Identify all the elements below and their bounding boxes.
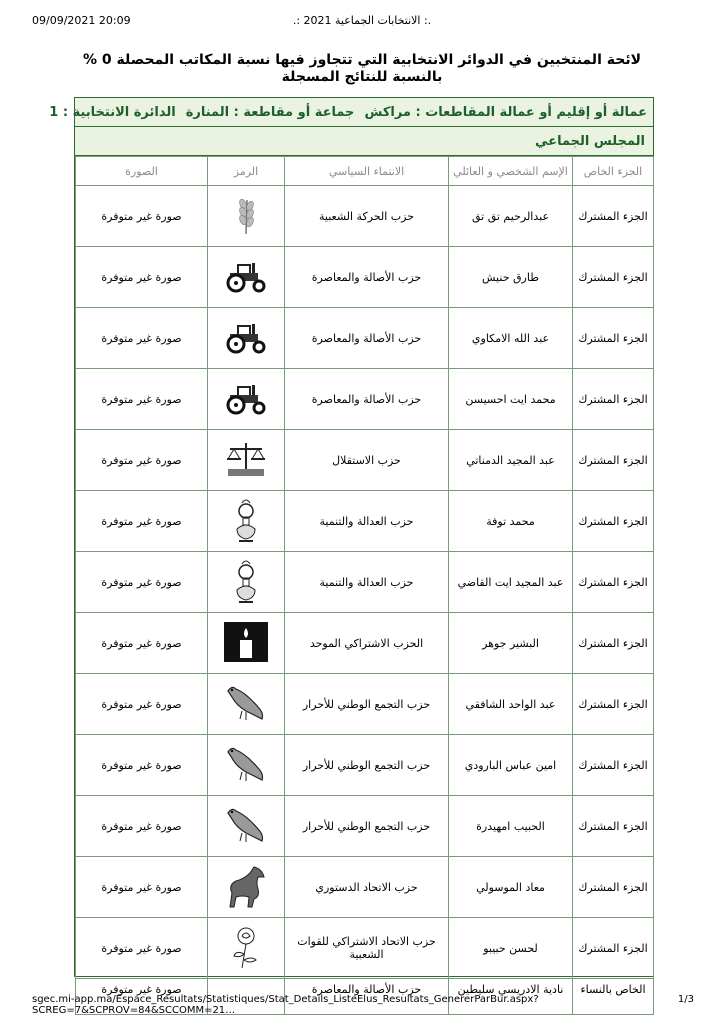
- cell-party: حزب الاتحاد الاشتراكي للقوات الشعبية: [285, 918, 449, 979]
- results-frame: [49, 97, 654, 996]
- cell-part: الجزء المشترك: [573, 735, 654, 796]
- table-row: [76, 308, 654, 369]
- cell-symbol: [208, 735, 285, 796]
- cell-part: الجزء المشترك: [573, 796, 654, 857]
- cell-photo: صورة غير متوفرة: [76, 491, 208, 552]
- cell-photo: صورة غير متوفرة: [76, 918, 208, 979]
- cell-photo: صورة غير متوفرة: [76, 308, 208, 369]
- cell-part: الجزء المشترك: [573, 247, 654, 308]
- cell-part: الجزء المشترك: [573, 308, 654, 369]
- cell-name: نادية الادريسي سليطين: [449, 979, 573, 1015]
- bird-icon: [224, 803, 268, 850]
- heading-line-2: بالنسبة للنتائج المسجلة: [281, 69, 443, 85]
- cell-photo: صورة غير متوفرة: [76, 674, 208, 735]
- table-row: [76, 247, 654, 308]
- cell-symbol: [208, 186, 285, 247]
- cell-name: عبد المجيد ايت القاضي: [449, 552, 573, 613]
- cell-symbol: [208, 796, 285, 857]
- cell-symbol: [208, 613, 285, 674]
- cell-photo: صورة غير متوفرة: [76, 613, 208, 674]
- cell-name: محمد ايت احسيسن: [449, 369, 573, 430]
- footer-url: sgec.mi-app.ma/Espace_Resultats/Statistiques/Stat_Details_ListeElus_Resultats_GenererParBur.aspx?SCREG=7&SCPROV=84&SCCOMM=21…: [32, 994, 539, 1016]
- print-date: 09/09/2021 20:09: [32, 14, 131, 27]
- elected-members-table: [75, 156, 654, 1015]
- cell-photo: صورة غير متوفرة: [76, 430, 208, 491]
- cell-name: عبد الله الامكاوي: [449, 308, 573, 369]
- cell-party: حزب الاتحاد الدستوري: [285, 857, 449, 918]
- table-row: [76, 796, 654, 857]
- table-row: [76, 552, 654, 613]
- cell-photo: صورة غير متوفرة: [76, 796, 208, 857]
- cell-symbol: [208, 857, 285, 918]
- cell-photo: صورة غير متوفرة: [76, 552, 208, 613]
- cell-name: معاد الموسولي: [449, 857, 573, 918]
- cell-part: الجزء المشترك: [573, 430, 654, 491]
- horse-icon: [224, 863, 268, 912]
- cell-name: امين عباس البارودي: [449, 735, 573, 796]
- cell-photo: صورة غير متوفرة: [76, 735, 208, 796]
- cell-photo: صورة غير متوفرة: [76, 857, 208, 918]
- lamp-icon: [231, 558, 261, 607]
- table-row: [76, 491, 654, 552]
- cell-part: الخاص بالنساء: [573, 979, 654, 1015]
- cell-party: حزب الاستقلال: [285, 430, 449, 491]
- page-heading: [60, 52, 664, 86]
- cell-party: حزب التجمع الوطني للأحرار: [285, 674, 449, 735]
- cell-part: الجزء المشترك: [573, 186, 654, 247]
- cell-party: الحزب الاشتراكي الموحد: [285, 613, 449, 674]
- cell-photo: صورة غير متوفرة: [76, 369, 208, 430]
- cell-name: عبد المجيد الدمناتي: [449, 430, 573, 491]
- cell-symbol: [208, 430, 285, 491]
- bird-icon: [224, 681, 268, 728]
- cell-name: البشير جوهر: [449, 613, 573, 674]
- footer-page-number: 1/3: [677, 994, 694, 1005]
- cell-party: حزب الحركة الشعبية: [285, 186, 449, 247]
- cell-part: الجزء المشترك: [573, 674, 654, 735]
- table-row: [76, 430, 654, 491]
- district-info-band: [49, 98, 653, 127]
- cell-photo: صورة غير متوفرة: [76, 247, 208, 308]
- heading-line-1: لائحة المنتخبين في الدوائر الانتخابية التي تتجاوز فيها نسبة المكاتب المحصلة 0 %: [82, 52, 642, 68]
- table-row: [76, 735, 654, 796]
- cell-symbol: [208, 918, 285, 979]
- cell-part: الجزء المشترك: [573, 918, 654, 979]
- council-label: المجلس الجماعي: [535, 133, 645, 149]
- tractor-icon: [224, 381, 268, 418]
- col-header-photo: الصورة: [76, 157, 208, 186]
- cell-name: محمد توفة: [449, 491, 573, 552]
- table-row: [76, 674, 654, 735]
- council-band: [75, 127, 653, 156]
- lamp-icon: [231, 497, 261, 546]
- table-row: [76, 369, 654, 430]
- bird-icon: [224, 742, 268, 789]
- scales-icon: [224, 439, 268, 482]
- cell-party: حزب التجمع الوطني للأحرار: [285, 735, 449, 796]
- table-row: [76, 857, 654, 918]
- candle-icon: [224, 622, 268, 665]
- cell-name: طارق حنيش: [449, 247, 573, 308]
- cell-party: حزب التجمع الوطني للأحرار: [285, 796, 449, 857]
- col-header-name: الإسم الشخصي و العائلي: [449, 157, 573, 186]
- table-row: [76, 186, 654, 247]
- cell-party: حزب الأصالة والمعاصرة: [285, 308, 449, 369]
- rose-icon: [228, 924, 264, 973]
- cell-part: الجزء المشترك: [573, 613, 654, 674]
- tractor-icon: [224, 259, 268, 296]
- tractor-icon: [224, 320, 268, 357]
- cell-name: لحسن حبيبو: [449, 918, 573, 979]
- cell-party: حزب الأصالة والمعاصرة: [285, 247, 449, 308]
- col-header-symbol: الرمز: [208, 157, 285, 186]
- table-header-row: [76, 157, 654, 186]
- cell-symbol: [208, 308, 285, 369]
- cell-part: الجزء المشترك: [573, 369, 654, 430]
- cell-symbol: [208, 674, 285, 735]
- district-label: الدائرة الانتخابية : 1: [49, 104, 176, 120]
- table-row: [76, 613, 654, 674]
- cell-symbol: [208, 247, 285, 308]
- cell-photo: صورة غير متوفرة: [76, 186, 208, 247]
- cell-party: حزب الأصالة والمعاصرة: [285, 369, 449, 430]
- prefecture-label: عمالة أو إقليم أو عمالة المقاطعات : مراكش: [364, 104, 647, 120]
- cell-party: حزب الأصالة والمعاصرة: [285, 979, 449, 1015]
- print-title: .: الانتخابات الجماعية 2021 :.: [292, 14, 432, 27]
- commune-label: جماعة أو مقاطعة : المنارة: [185, 104, 355, 120]
- cell-photo: صورة غير متوفرة: [76, 979, 208, 1015]
- table-row: [76, 918, 654, 979]
- cell-part: الجزء المشترك: [573, 552, 654, 613]
- col-header-part: الجزء الخاص: [573, 157, 654, 186]
- cell-name: عبد الواحد الشافقي: [449, 674, 573, 735]
- wheat-icon: [231, 194, 261, 239]
- col-header-party: الانتماء السياسي: [285, 157, 449, 186]
- cell-name: الحبيب امهيدرة: [449, 796, 573, 857]
- cell-symbol: [208, 369, 285, 430]
- cell-part: الجزء المشترك: [573, 491, 654, 552]
- cell-symbol: [208, 552, 285, 613]
- cell-part: الجزء المشترك: [573, 857, 654, 918]
- cell-name: عبدالرحيم تق تق: [449, 186, 573, 247]
- cell-party: حزب العدالة والتنمية: [285, 491, 449, 552]
- cell-party: حزب العدالة والتنمية: [285, 552, 449, 613]
- cell-symbol: [208, 491, 285, 552]
